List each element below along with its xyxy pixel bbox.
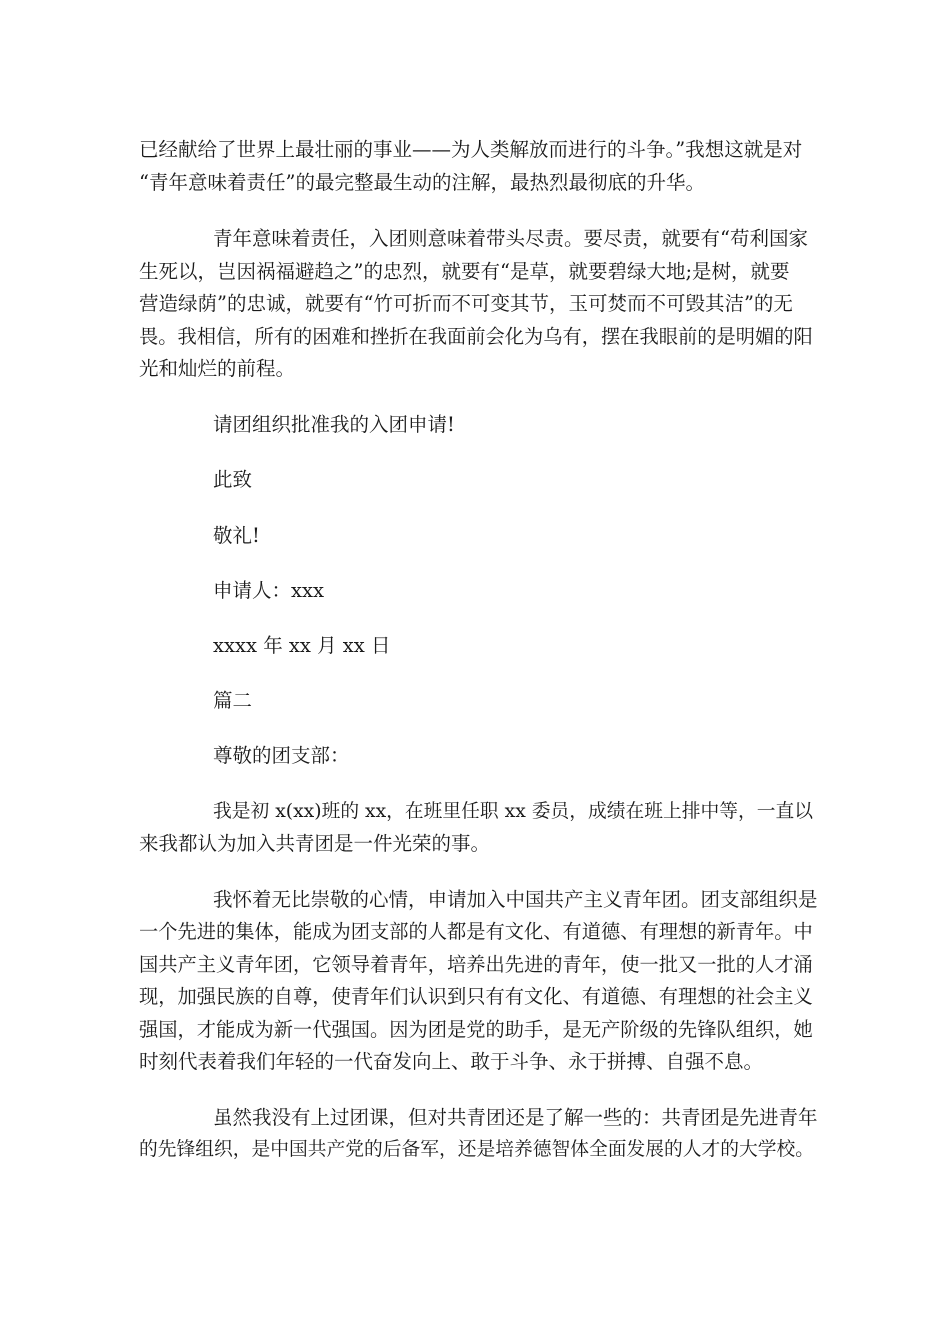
text-line: 已经献给了世界上最壮丽的事业——为人类解放而进行的斗争。”我想这就是对 xyxy=(139,138,803,161)
closing-respect: 敬礼! xyxy=(213,524,260,547)
text-line: 虽然我没有上过团课，但对共青团还是了解一些的：共青团是先进青年 xyxy=(213,1106,818,1129)
closing-salutation: 此致 xyxy=(213,468,253,491)
request-line: 请团组织批准我的入团申请! xyxy=(213,413,455,436)
text-line: 生死以，岂因祸福避趋之”的忠烈，就要有“是草，就要碧绿大地;是树，就要 xyxy=(139,260,790,283)
text-line: 光和灿烂的前程。 xyxy=(139,357,296,380)
salutation: 尊敬的团支部： xyxy=(213,744,350,767)
text-line: 我是初 x(xx)班的 xx，在班里任职 xx 委员，成绩在班上排中等，一直以 xyxy=(213,801,813,822)
text-line: 时刻代表着我们年轻的一代奋发向上、敢于斗争、永于拼搏、自强不息。 xyxy=(139,1050,764,1073)
text-line: 我怀着无比崇敬的心情，申请加入中国共产主义青年团。团支部组织是 xyxy=(213,888,818,911)
text-line: 来我都认为加入共青团是一件光荣的事。 xyxy=(139,832,491,855)
section-title: 篇二 xyxy=(213,689,253,712)
text-line: 畏。我相信，所有的困难和挫折在我面前会化为乌有，摆在我眼前的是明媚的阳 xyxy=(139,325,813,348)
text-line: 营造绿荫”的忠诚，就要有“竹可折而不可变其节，玉可焚而不可毁其洁”的无 xyxy=(139,292,793,315)
text-line: 国共产主义青年团，它领导着青年，培养出先进的青年，使一批又一批的人才涌 xyxy=(139,953,813,976)
text-line: 一个先进的集体，能成为团支部的人都是有文化、有道德、有理想的新青年。中 xyxy=(139,920,813,943)
text-line: 现，加强民族的自尊，使青年们认识到只有有文化、有道德、有理想的社会主义 xyxy=(139,985,813,1008)
text-line: 强国，才能成为新一代强国。因为团是党的助手，是无产阶级的先锋队组织，她 xyxy=(139,1018,813,1041)
date-line: xxxx 年 xx 月 xx 日 xyxy=(213,634,391,657)
text-line: “青年意味着责任”的最完整最生动的注解，最热烈最彻底的升华。 xyxy=(139,171,705,194)
text-line: 的先锋组织，是中国共产党的后备军，还是培养德智体全面发展的人才的大学校。 xyxy=(139,1139,814,1160)
applicant-signature: 申请人：xxx xyxy=(213,579,324,602)
text-line: 青年意味着责任，入团则意味着带头尽责。要尽责，就要有“苟利国家 xyxy=(213,227,808,250)
